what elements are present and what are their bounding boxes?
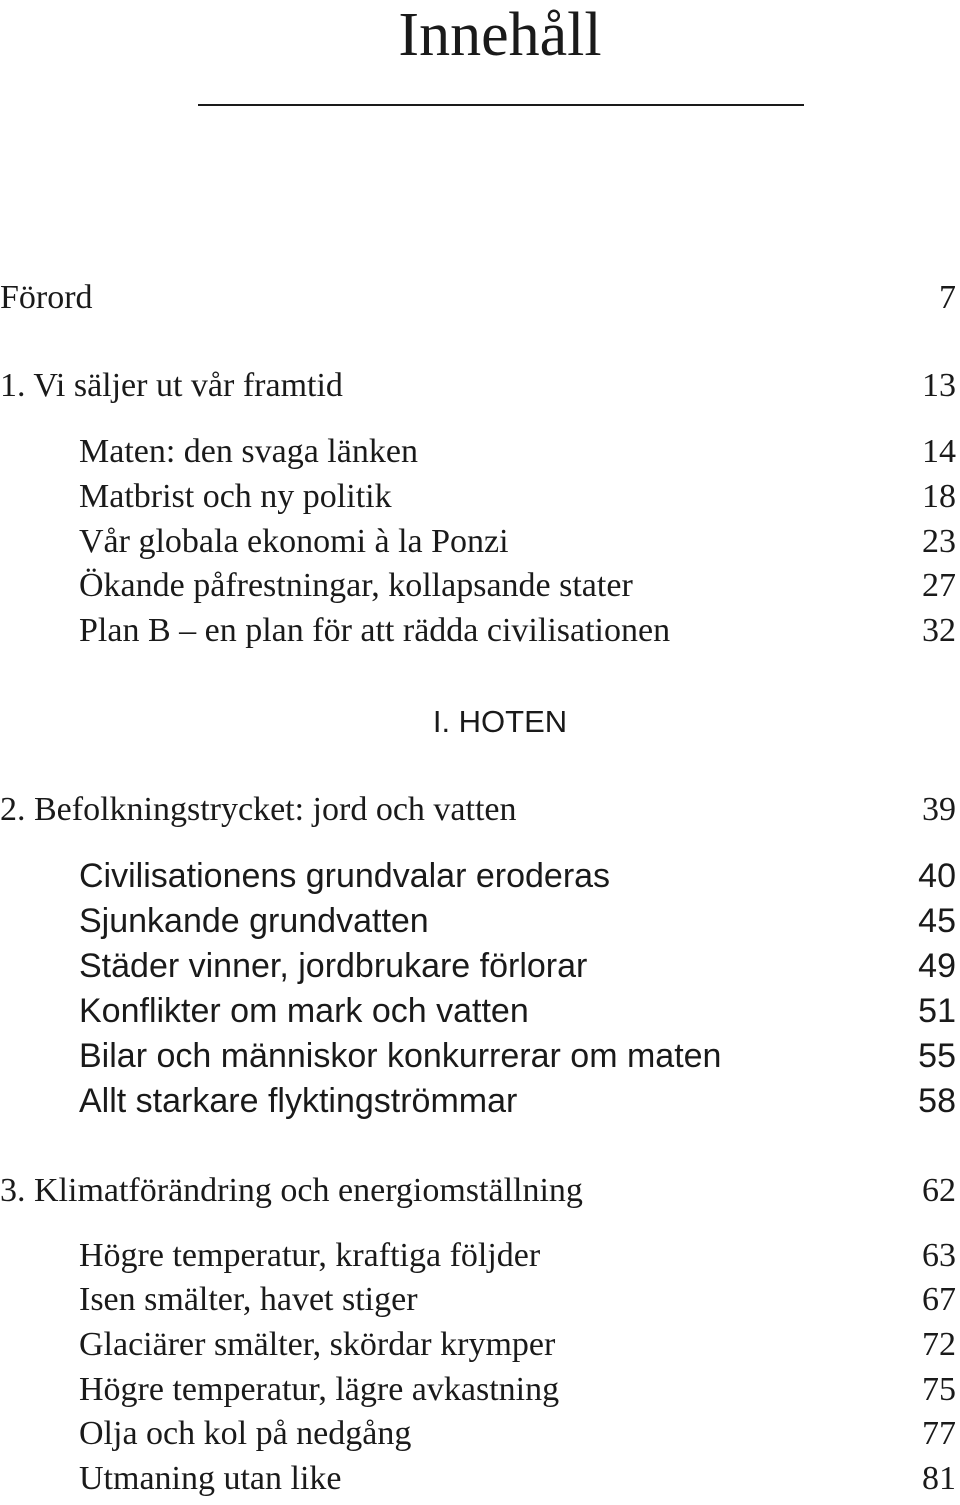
toc-entry-label: Isen smälter, havet stiger	[79, 1281, 418, 1318]
toc-section[interactable]	[0, 991, 960, 1031]
page-title: Innehåll	[398, 1, 602, 69]
toc-entry-label: Glaciärer smälter, skördar krymper	[79, 1326, 556, 1363]
toc-section[interactable]	[0, 1036, 960, 1076]
toc-entry-label: Bilar och människor konkurrerar om maten	[79, 1037, 722, 1075]
toc-chapter-2[interactable]	[0, 790, 960, 830]
toc-part-heading: I. HOTEN	[432, 704, 568, 739]
toc-entry-page: 32	[922, 612, 956, 649]
toc-entry-page: 45	[918, 902, 956, 940]
toc-entry-label: Högre temperatur, kraftiga följder	[79, 1237, 541, 1274]
toc-entry-page: 49	[918, 947, 956, 985]
toc-entry-page: 58	[918, 1082, 956, 1120]
toc-entry-label: Vår globala ekonomi à la Ponzi	[79, 523, 509, 560]
toc-entry-page: 72	[922, 1326, 956, 1363]
toc-entry-page: 75	[922, 1371, 956, 1408]
toc-entry-label: Olja och kol på nedgång	[79, 1415, 412, 1452]
toc-section[interactable]	[0, 946, 960, 986]
toc-entry-page: 7	[939, 279, 956, 316]
toc-entry-label: Ökande påfrestningar, kollapsande stater	[79, 567, 633, 604]
toc-entry-page: 62	[922, 1172, 956, 1209]
toc-entry-foreword[interactable]	[0, 278, 960, 318]
toc-entry-label: 2. Befolkningstrycket: jord och vatten	[0, 791, 517, 828]
toc-entry-page: 55	[918, 1037, 956, 1075]
toc-entry-label: 1. Vi säljer ut vår framtid	[0, 367, 343, 404]
toc-entry-page: 63	[922, 1237, 956, 1274]
toc-section[interactable]	[0, 901, 960, 941]
toc-entry-page: 81	[922, 1460, 956, 1497]
toc-section[interactable]	[0, 1459, 960, 1499]
toc-section[interactable]	[0, 522, 960, 562]
toc-entry-label: Sjunkande grundvatten	[79, 902, 429, 940]
toc-entry-page: 77	[922, 1415, 956, 1452]
toc-section[interactable]	[0, 1370, 960, 1410]
toc-section[interactable]	[0, 1414, 960, 1454]
toc-entry-label: Plan B – en plan för att rädda civilisationen	[79, 612, 671, 649]
toc-entry-page: 40	[918, 857, 956, 895]
toc-entry-label: Utmaning utan like	[79, 1460, 342, 1497]
toc-section[interactable]	[0, 566, 960, 606]
toc-entry-label: Högre temperatur, lägre avkastning	[79, 1371, 560, 1408]
toc-section[interactable]	[0, 1280, 960, 1320]
toc-entry-page: 18	[922, 478, 956, 515]
toc-entry-label: Maten: den svaga länken	[79, 433, 418, 470]
toc-chapter-1[interactable]	[0, 366, 960, 406]
toc-entry-label: Allt starkare flyktingströmmar	[79, 1082, 518, 1120]
toc-section[interactable]	[0, 1325, 960, 1365]
toc-entry-page: 51	[918, 992, 956, 1030]
toc-entry-page: 13	[922, 367, 956, 404]
title-underline	[198, 104, 804, 106]
toc-section[interactable]	[0, 477, 960, 517]
toc-entry-page: 14	[922, 433, 956, 470]
toc-entry-label: Konflikter om mark och vatten	[79, 992, 529, 1030]
toc-entry-label: 3. Klimatförändring och energiomställning	[0, 1172, 583, 1209]
toc-entry-label: Matbrist och ny politik	[79, 478, 392, 515]
toc-section[interactable]	[0, 856, 960, 896]
toc-entry-label: Civilisationens grundvalar eroderas	[79, 857, 611, 895]
toc-entry-page: 39	[922, 791, 956, 828]
toc-chapter-3[interactable]	[0, 1171, 960, 1211]
toc-entry-page: 27	[922, 567, 956, 604]
toc-entry-label: Städer vinner, jordbrukare förlorar	[79, 947, 588, 985]
toc-section[interactable]	[0, 1081, 960, 1121]
toc-section[interactable]	[0, 611, 960, 651]
toc-section[interactable]	[0, 432, 960, 472]
toc-section[interactable]	[0, 1236, 960, 1276]
toc-entry-page: 23	[922, 523, 956, 560]
toc-entry-page: 67	[922, 1281, 956, 1318]
toc-entry-label: Förord	[0, 279, 93, 316]
